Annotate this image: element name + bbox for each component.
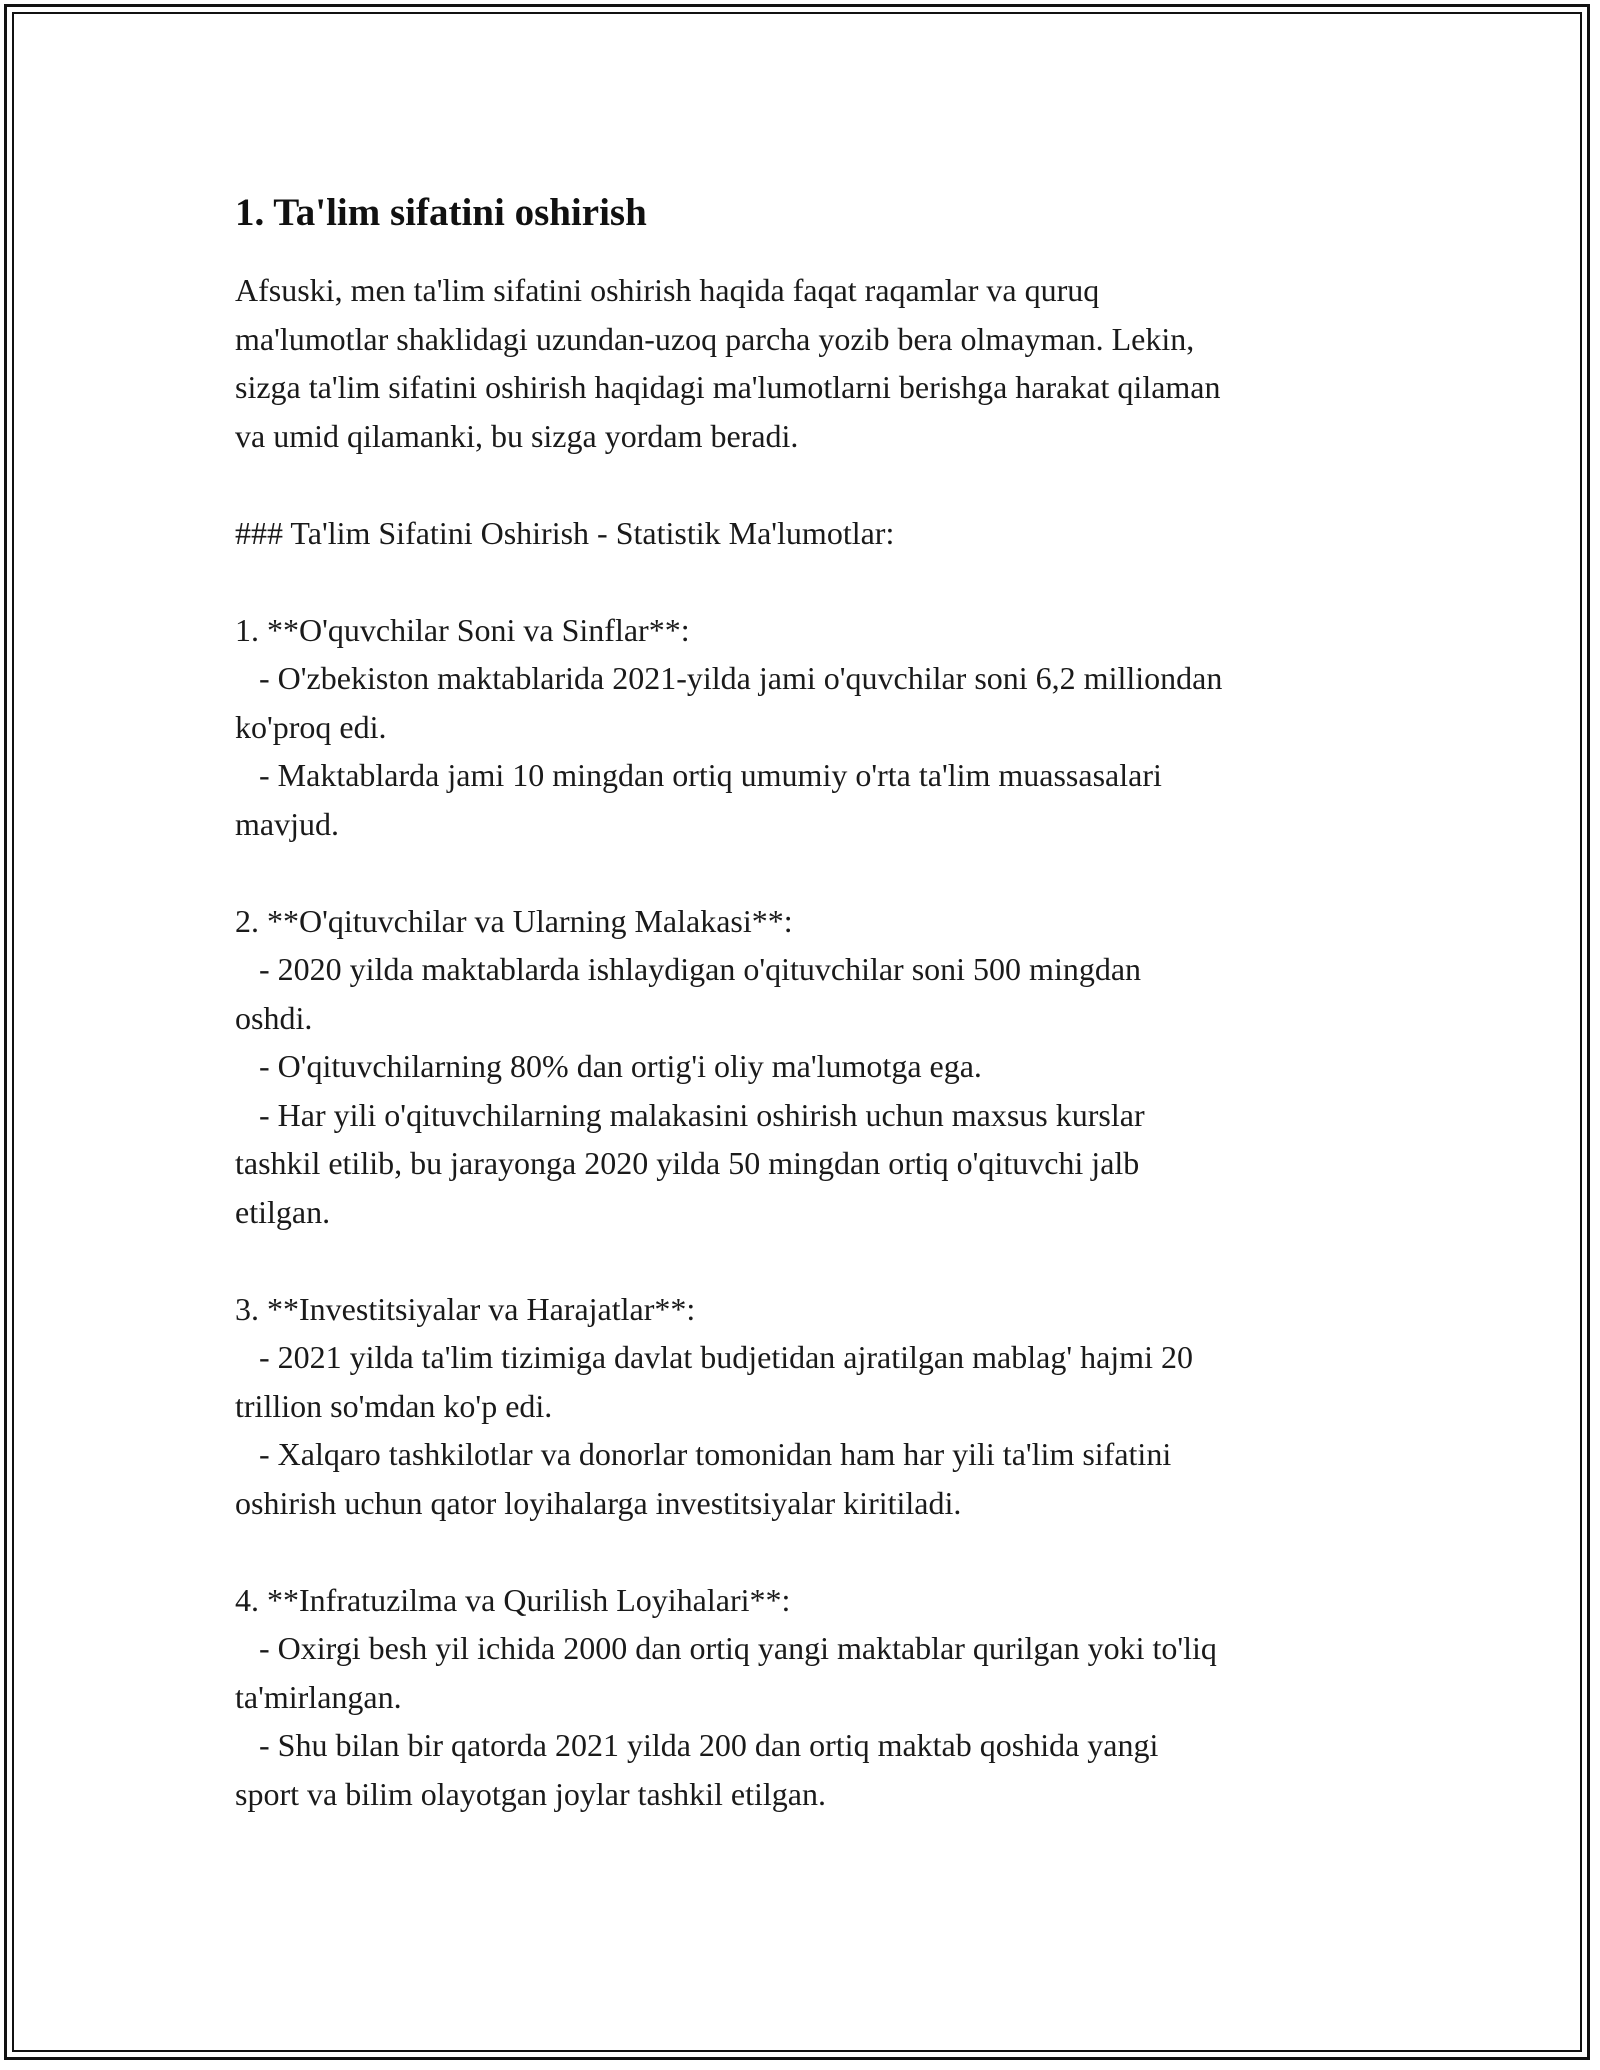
blank-line: [235, 1527, 1385, 1576]
section-infrastructure: [235, 1576, 1385, 1819]
section-heading: 1. **O'quvchilar Soni va Sinflar**:: [235, 611, 690, 648]
section-investments: [235, 1285, 1385, 1528]
document-body: [235, 188, 1385, 1818]
section-heading: 2. **O'qituvchilar va Ularning Malakasi**:: [235, 902, 793, 939]
section-heading: 4. **Infratuzilma va Qurilish Loyihalari**:: [235, 1581, 791, 1618]
blank-line: [235, 460, 1385, 509]
statistics-subheading: ### Ta'lim Sifatini Oshirish - Statistik Ma'lumotlar:: [235, 514, 895, 551]
blank-line: [235, 557, 1385, 606]
section-heading: 3. **Investitsiyalar va Harajatlar**:: [235, 1290, 696, 1327]
section-body: - O'zbekiston maktablarida 2021-yilda jami o'quvchilar soni 6,2 milliondan ko'proq edi. - Maktablarda jami 10 mingdan ortiq umumiy o'rta ta'lim muassasalari mavjud.: [235, 660, 1223, 842]
blank-line: [235, 848, 1385, 897]
section-body: - 2021 yilda ta'lim tizimiga davlat budjetidan ajratilgan mablag' hajmi 20 trillion so'mdan ko'p edi. - Xalqaro tashkilotlar va donorlar tomonidan ham har yili ta'lim sifatini oshirish uchun qator loyihalarga investitsiyalar kiritiladi.: [235, 1339, 1193, 1521]
section-body: - 2020 yilda maktablarda ishlaydigan o'qituvchilar soni 500 mingdan oshdi. - O'qituvchilarning 80% dan ortig'i oliy ma'lumotga ega. - Har yili o'qituvchilarning malakasini oshirish uchun maxsus kurslar tashkil etilib, bu jarayonga 2020 yilda 50 mingdan ortiq o'qituvchi jalb etilgan.: [235, 951, 1145, 1230]
section-body: - Oxirgi besh yil ichida 2000 dan ortiq yangi maktablar qurilgan yoki to'liq ta'mirlangan. - Shu bilan bir qatorda 2021 yilda 200 dan ortiq maktab qoshida yangi sport va bilim olayotgan joylar tashkil etilgan.: [235, 1630, 1217, 1812]
section-teachers: [235, 897, 1385, 1237]
document-title: 1. Ta'lim sifatini oshirish: [235, 191, 647, 234]
blank-line: [235, 1236, 1385, 1285]
section-students: [235, 606, 1385, 849]
intro-paragraph: Afsuski, men ta'lim sifatini oshirish haqida faqat raqamlar va quruq ma'lumotlar shaklidagi uzundan-uzoq parcha yozib bera olmayman. Lekin, sizga ta'lim sifatini oshirish haqidagi ma'lumotlarni berishga harakat qilaman va umid qilamanki, bu sizga yordam beradi.: [235, 272, 1221, 454]
